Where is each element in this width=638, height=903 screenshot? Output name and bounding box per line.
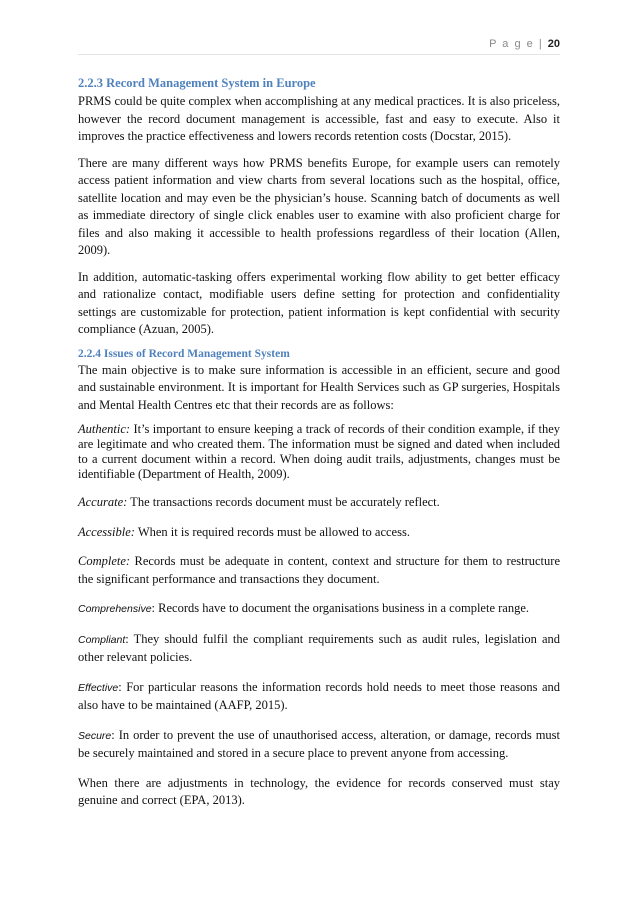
item-term: Secure bbox=[78, 729, 112, 742]
list-item bbox=[78, 524, 560, 542]
item-text: Records must be adequate in content, context and structure for them to restructure the significant performance and transactions they document. bbox=[78, 554, 560, 586]
page-label: P a g e bbox=[489, 38, 535, 50]
item-term: Accessible: bbox=[78, 524, 135, 539]
page-header bbox=[489, 38, 560, 50]
closing-paragraph: When there are adjustments in technology, the evidence for records conserved must stay genuine and correct (EPA, 2013). bbox=[78, 775, 560, 807]
paragraph: In addition, automatic-tasking offers experimental working flow ability to get better efficacy and rationalize contact, modifiable users define setting for protection and confidentiality settings are customizable for protection, patient information is kept confidential with security compliance (Azuan, 2005). bbox=[78, 269, 560, 336]
item-text: : For particular reasons the information records hold needs to meet those reasons and also have to be maintained (AAFP, 2015). bbox=[78, 679, 560, 712]
item-text: : In order to prevent the use of unauthorised access, alteration, or damage, records must be securely maintained and stored in a secure place to prevent anyone from accessing. bbox=[78, 727, 560, 760]
item-text: The transactions records document must be accurately reflect. bbox=[127, 495, 440, 509]
paragraph: There are many different ways how PRMS benefits Europe, for example users can remotely access patient information and view charts from several locations such as the hospital, office, satellite location and may even be the physician’s house. Scanning batch of documents as well as immediate directory of single click enables user to examine with also proficient charge for files and also making it accessible to health professions regardless of their location (Allen, 2009). bbox=[78, 155, 560, 257]
section-heading-2-2-3: 2.2.3 Record Management System in Europe bbox=[78, 76, 316, 90]
item-term: Accurate: bbox=[78, 495, 128, 509]
item-text: : They should fulfil the compliant requirements such as audit rules, legislation and other relevant policies. bbox=[78, 631, 560, 664]
item-text: When it is required records must be allowed to access. bbox=[134, 524, 410, 539]
list-item bbox=[78, 727, 560, 763]
item-text: It’s important to ensure keeping a track of records of their condition example, if they are legitimate and who created them. The information must be signed and dated when included to a current document within a record. When doing audit trails, adjustments, changes must be identifiable (Department of Health, 2009). bbox=[78, 422, 560, 481]
list-item bbox=[78, 553, 560, 588]
paragraph: PRMS could be quite complex when accomplishing at any medical practices. It is also priceless, however the record document management is accessible, fast and easy to execute. Also it improves the practice effectiveness and lowers records retention costs (Docstar, 2015). bbox=[78, 94, 560, 143]
list-item bbox=[78, 494, 560, 512]
item-term: Comprehensive bbox=[78, 603, 152, 615]
page-number: 20 bbox=[547, 38, 560, 50]
document-body bbox=[78, 76, 560, 819]
list-item bbox=[78, 631, 560, 667]
list-item bbox=[78, 679, 560, 715]
list-item bbox=[78, 422, 560, 482]
item-term: Authentic: bbox=[78, 422, 131, 436]
list-item bbox=[78, 600, 560, 619]
section-heading-2-2-4: 2.2.4 Issues of Record Management System bbox=[78, 347, 290, 360]
item-term: Compliant bbox=[78, 633, 126, 646]
item-term: Complete: bbox=[78, 554, 131, 568]
item-term: Effective bbox=[78, 681, 119, 694]
header-rule bbox=[78, 54, 560, 55]
page-separator: | bbox=[534, 38, 548, 50]
item-text: : Records have to document the organisations business in a complete range. bbox=[151, 601, 530, 615]
paragraph: The main objective is to make sure information is accessible in an efficient, secure and good and sustainable environment. It is important for Health Services such as GP surgeries, Hospitals and Mental Health Centres etc that their records are as follows: bbox=[78, 362, 560, 412]
